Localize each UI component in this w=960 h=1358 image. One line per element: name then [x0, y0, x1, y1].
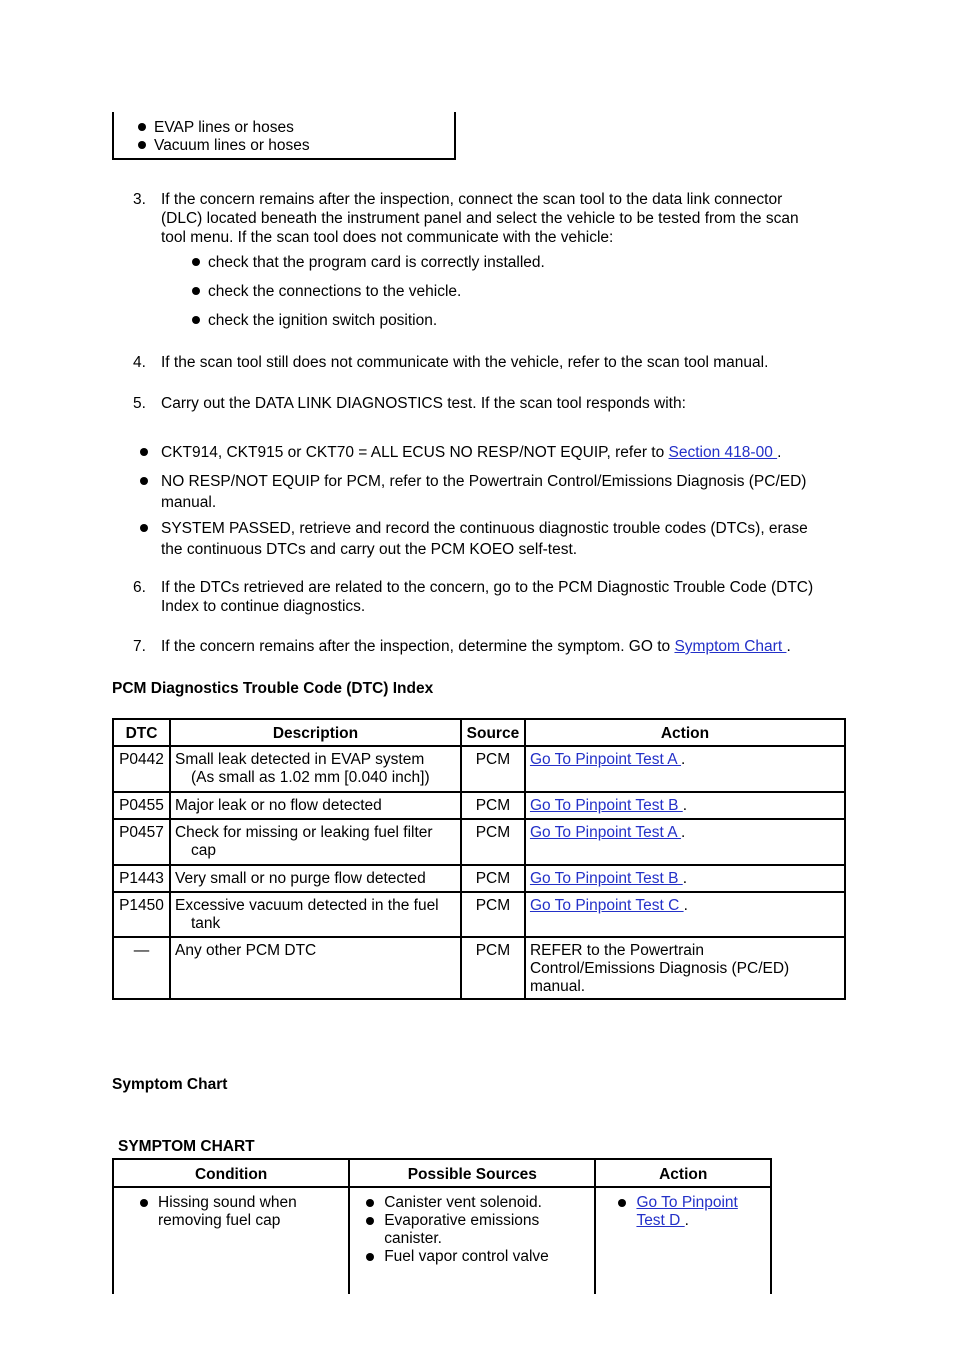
check-item: check that the program card is correctly installed. [192, 253, 545, 272]
bullet-icon [140, 524, 148, 532]
bullet-icon [140, 448, 148, 456]
column-header: Source [461, 719, 525, 746]
action-cell [595, 1187, 771, 1294]
list-item: Canister vent solenoid. [366, 1194, 586, 1212]
dtc-code: — [113, 937, 170, 999]
pinpoint-test-link[interactable]: Go To Pinpoint Test A [529, 824, 682, 841]
column-header: Possible Sources [349, 1159, 595, 1187]
table-row [113, 746, 845, 792]
pinpoint-test-link[interactable]: Go To Pinpoint Test B [529, 797, 683, 814]
dtc-source: PCM [461, 865, 525, 892]
check-item: check the ignition switch position. [192, 311, 437, 330]
dtc-source: PCM [461, 892, 525, 937]
dtc-action: Go To Pinpoint Test B . [525, 865, 845, 892]
dtc-description: Any other PCM DTC [170, 937, 461, 999]
dtc-code: P1443 [113, 865, 170, 892]
dtc-action: REFER to the Powertrain Control/Emissions Diagnosis (PC/ED) manual. [525, 937, 845, 999]
dtc-source: PCM [461, 819, 525, 865]
pinpoint-test-d-link[interactable]: Go To Pinpoint [636, 1194, 738, 1211]
table-row [113, 937, 845, 999]
pinpoint-test-link[interactable]: Go To Pinpoint Test C [529, 897, 684, 914]
dtc-code: P1450 [113, 892, 170, 937]
symptom-table-title: SYMPTOM CHART [118, 1138, 255, 1155]
table-header-row [113, 719, 845, 746]
table-row [113, 1187, 771, 1294]
bullet-icon [366, 1217, 374, 1225]
section-418-00-link[interactable]: Section 418-00 [668, 444, 778, 461]
dtc-table [112, 718, 846, 1000]
step-3-line: tool menu. If the scan tool does not communicate with the vehicle: [161, 229, 614, 246]
step-3-line: (DLC) located beneath the instrument panel and select the vehicle to be tested from the scan [161, 210, 799, 227]
dtc-action: Go To Pinpoint Test A . [525, 746, 845, 792]
table-row [113, 819, 845, 865]
symptom-chart-link[interactable]: Symptom Chart [674, 638, 787, 655]
pinpoint-test-link[interactable]: Go To Pinpoint Test A [529, 751, 682, 768]
bullet-icon [192, 316, 200, 324]
dtc-description: Major leak or no flow detected [170, 792, 461, 819]
symptom-table [112, 1158, 772, 1294]
table-header-row [113, 1159, 771, 1187]
list-item: Hissing sound when removing fuel cap [140, 1194, 340, 1230]
dtc-source: PCM [461, 937, 525, 999]
dtc-code: P0455 [113, 792, 170, 819]
table-row [113, 865, 845, 892]
column-header: Condition [113, 1159, 349, 1187]
check-item: check the connections to the vehicle. [192, 282, 461, 301]
dtc-action: Go To Pinpoint Test B . [525, 792, 845, 819]
bullet-icon [138, 123, 146, 131]
bullet-icon [366, 1199, 374, 1207]
bullet-icon [140, 477, 148, 485]
list-item: EVAP lines or hoses [138, 118, 294, 137]
dtc-source: PCM [461, 792, 525, 819]
table-row [113, 892, 845, 937]
table-row [113, 792, 845, 819]
dtc-index-heading: PCM Diagnostics Trouble Code (DTC) Index [112, 680, 434, 697]
list-item: Evaporative emissions canister. [366, 1212, 586, 1248]
dtc-action: Go To Pinpoint Test C . [525, 892, 845, 937]
dtc-action: Go To Pinpoint Test A . [525, 819, 845, 865]
bullet-icon [192, 287, 200, 295]
bullet-icon [138, 141, 146, 149]
sources-cell [349, 1187, 595, 1294]
condition-cell [113, 1187, 349, 1294]
list-item: Go To Pinpoint Test D . [618, 1194, 762, 1230]
dtc-description: Excessive vacuum detected in the fuel tank [170, 892, 461, 937]
pinpoint-test-link[interactable]: Go To Pinpoint Test B [529, 870, 683, 887]
step-3-line: If the concern remains after the inspection, connect the scan tool to the data link connector [161, 191, 783, 208]
list-item: Vacuum lines or hoses [138, 136, 310, 155]
bullet-icon [366, 1253, 374, 1261]
top-list-box [112, 112, 456, 160]
dtc-description: Very small or no purge flow detected [170, 865, 461, 892]
column-header: Action [595, 1159, 771, 1187]
column-header: DTC [113, 719, 170, 746]
bullet-icon [192, 258, 200, 266]
column-header: Description [170, 719, 461, 746]
bullet-icon [140, 1199, 148, 1207]
bullet-icon [618, 1199, 626, 1207]
dtc-description: Small leak detected in EVAP system (As small as 1.02 mm [0.040 inch]) [170, 746, 461, 792]
dtc-code: P0457 [113, 819, 170, 865]
symptom-chart-heading: Symptom Chart [112, 1076, 228, 1093]
pinpoint-test-d-link[interactable]: Test D [636, 1212, 685, 1229]
dtc-source: PCM [461, 746, 525, 792]
list-item: Fuel vapor control valve [366, 1248, 586, 1266]
column-header: Action [525, 719, 845, 746]
dtc-code: P0442 [113, 746, 170, 792]
dtc-description: Check for missing or leaking fuel filter cap [170, 819, 461, 865]
